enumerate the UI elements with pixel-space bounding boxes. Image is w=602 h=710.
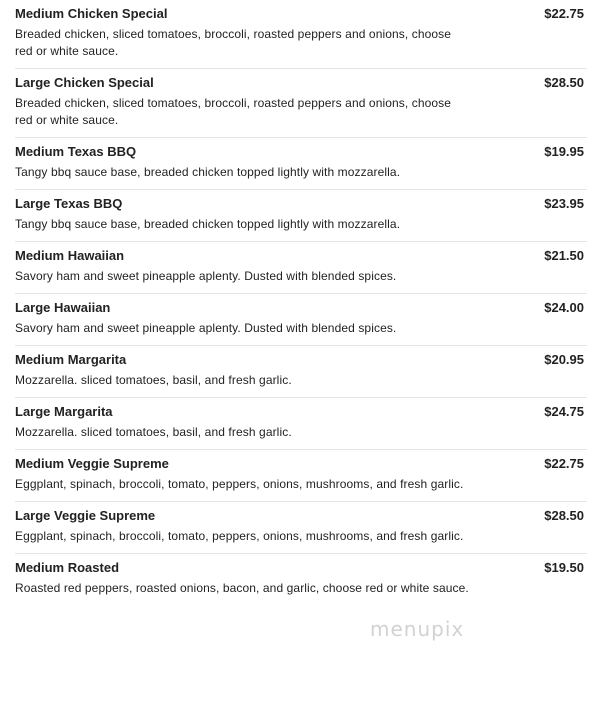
menu-item-header [15,404,587,420]
menu-item-description: Breaded chicken, sliced tomatoes, broccoli, roasted peppers and onions, choose red or white sauce. [15,27,452,58]
menu-item [15,69,587,138]
menu-item-header [15,560,587,576]
menu-item-price: $20.95 [544,352,584,367]
menu-item [15,0,587,69]
menu-item [15,138,587,190]
menu-item [15,242,587,294]
menu-item-name: Large Texas BBQ [15,196,123,211]
menu-item-description: Eggplant, spinach, broccoli, tomato, peppers, onions, mushrooms, and fresh garlic. [15,477,464,491]
menu-item [15,346,587,398]
menu-item-description: Roasted red peppers, roasted onions, bacon, and garlic, choose red or white sauce. [15,581,469,595]
menu-item [15,398,587,450]
menu-item-price: $24.75 [544,404,584,419]
menu-item-header [15,6,587,22]
menu-item-name: Large Veggie Supreme [15,508,156,523]
menu-item-name: Medium Veggie Supreme [15,456,169,471]
menu-item-header [15,144,587,160]
menu-item-description: Savory ham and sweet pineapple aplenty. Dusted with blended spices. [15,321,397,335]
menu-item-header [15,300,587,316]
menu-item-header [15,508,587,524]
menu-item-price: $22.75 [544,6,584,21]
menu-item-price: $22.75 [544,456,584,471]
menu-item-header [15,196,587,212]
menu-item-name: Medium Roasted [15,560,120,575]
menu-item [15,554,587,605]
menu-item-description: Savory ham and sweet pineapple aplenty. Dusted with blended spices. [15,269,397,283]
menu-item-price: $28.50 [544,75,584,90]
menu-item-description: Tangy bbq sauce base, breaded chicken topped lightly with mozzarella. [15,217,401,231]
menu-item-description: Tangy bbq sauce base, breaded chicken topped lightly with mozzarella. [15,165,401,179]
menu-item [15,450,587,502]
menu-item-header [15,456,587,472]
menu-item-description: Breaded chicken, sliced tomatoes, broccoli, roasted peppers and onions, choose red or white sauce. [15,96,452,127]
menu-item [15,294,587,346]
menu-item-price: $24.00 [544,300,584,315]
menu-item-name: Medium Chicken Special [15,6,168,21]
menu-item [15,190,587,242]
menu-item-header [15,248,587,264]
menu-item-price: $19.50 [544,560,584,575]
menu-item-name: Large Hawaiian [15,300,111,315]
menu-item-name: Medium Texas BBQ [15,144,137,159]
menu-item-name: Large Margarita [15,404,113,419]
menu-item-description: Mozzarella. sliced tomatoes, basil, and fresh garlic. [15,425,292,439]
menu-item-header [15,352,587,368]
menu-item-price: $19.95 [544,144,584,159]
menu-item-name: Large Chicken Special [15,75,154,90]
menu-item-header [15,75,587,91]
menu-item-price: $23.95 [544,196,584,211]
watermark-logo: menupix [370,617,465,641]
menu-item-name: Medium Hawaiian [15,248,125,263]
menu-item-price: $21.50 [544,248,584,263]
menu-item [15,502,587,554]
menu-item-name: Medium Margarita [15,352,127,367]
menu-item-description: Eggplant, spinach, broccoli, tomato, peppers, onions, mushrooms, and fresh garlic. [15,529,464,543]
menu-item-price: $28.50 [544,508,584,523]
menu-item-description: Mozzarella. sliced tomatoes, basil, and fresh garlic. [15,373,292,387]
